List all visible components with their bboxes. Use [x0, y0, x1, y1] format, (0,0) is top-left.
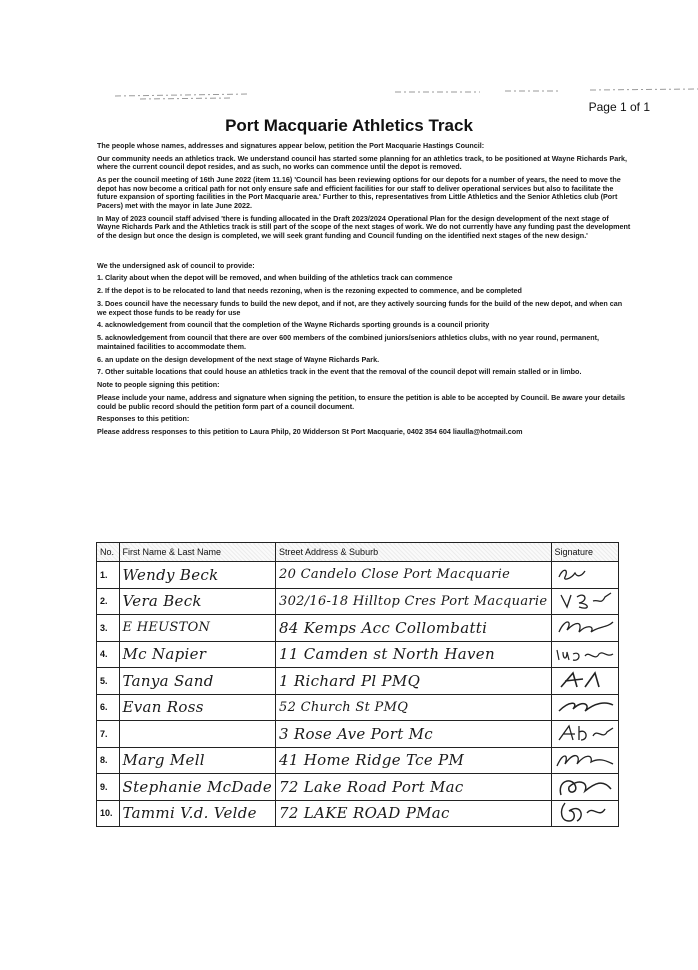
handwritten-signature: [555, 695, 615, 717]
signer-name: Stephanie McDade: [122, 777, 273, 796]
responses-heading: Responses to this petition:: [97, 414, 190, 424]
table-row: [97, 694, 619, 721]
paragraph-3: In May of 2023 council staff advised 'there is funding allocated in the Draft 2023/2024 Operational Plan for the design development of the next stage of Wayne Richards Park and the Athletics track is still part of the scope of the next stages of work. We do not currently have any funding past the development of the design but once the design is completed, we will seek grant funding and Council funding on the identified next stages of the new design.': [97, 213, 631, 240]
signer-name: Evan Ross: [122, 698, 204, 717]
signature-table: [96, 542, 619, 827]
ask-item: 7. Other suitable locations that could house an athletics track in the event that the removal of the council depot will remain stalled or in limbo.: [97, 367, 582, 377]
signer-address: 72 Lake Road Port Mac: [279, 777, 464, 796]
handwritten-signature: [555, 589, 615, 611]
signer-name: E HEUSTON: [122, 620, 211, 636]
row-number: 3.: [97, 615, 120, 642]
handwritten-signature: [555, 775, 615, 797]
signer-address: 11 Camden st North Haven: [279, 645, 495, 664]
handwritten-signature: [555, 616, 615, 638]
table-row: [97, 747, 619, 774]
table-row: [97, 562, 619, 589]
table-row: [97, 588, 619, 615]
scan-artifact-lines: [0, 0, 698, 110]
table-row: [97, 774, 619, 801]
ask-item: 6. an update on the design development of the next stage of Wayne Richards Park.: [97, 354, 380, 364]
handwritten-signature: [555, 801, 615, 823]
ask-item: 3. Does council have the necessary funds to build the new depot, and if not, are they actively sourcing funds for the build of the new depot, and when can we expect those funds to be ready for use: [97, 299, 623, 317]
paragraph-2: As per the council meeting of 16th June 2022 (item 11.16) 'Council has been reviewing options for our depots for a number of years, the need to move the depot has now become a critical path for not only ensure safe and efficient facilities for our staff to deliver operational services but also to facilitate the future expansion of sporting facilities in the Port Macquarie area.' Further to this, representatives from Little Athletics and the Senior Athletics club (Port Pacers) met with the mayor in late June 2022.: [97, 175, 621, 210]
handwritten-signature: [555, 748, 615, 770]
ask-item: 1. Clarity about when the depot will be removed, and when building of the athletics track can commence: [97, 273, 453, 283]
row-number: 6.: [97, 694, 120, 721]
signer-name: Tammi V.d. Velde: [122, 804, 257, 823]
responses-text: Please address responses to this petition to Laura Philp, 20 Widderson St Port Macquarie, 0402 354 604 liaulla@hotmail.com: [97, 427, 523, 437]
header-signature: Signature: [551, 543, 619, 562]
handwritten-signature: [555, 563, 615, 585]
handwritten-signature: [555, 669, 615, 691]
signer-address: 84 Kemps Acc Collombatti: [279, 618, 488, 637]
signer-address: 3 Rose Ave Port Mc: [279, 724, 433, 743]
table-row: [97, 668, 619, 695]
header-address: Street Address & Suburb: [276, 543, 551, 562]
signer-address: 20 Candelo Close Port Macquarie: [279, 567, 511, 583]
row-number: 4.: [97, 641, 120, 668]
signer-address: 302/16-18 Hilltop Cres Port Macquarie: [279, 593, 548, 609]
intro-text: The people whose names, addresses and signatures appear below, petition the Port Macquarie Hastings Council:: [97, 141, 485, 150]
signer-address: 41 Home Ridge Tce PM: [279, 751, 465, 770]
row-number: 8.: [97, 747, 120, 774]
table-row: [97, 615, 619, 642]
signer-name: Vera Beck: [122, 592, 202, 611]
ask-item: 4. acknowledgement from council that the completion of the Wayne Richards sporting grounds is a council priority: [97, 320, 490, 330]
header-no: No.: [97, 543, 120, 562]
note-heading: Note to people signing this petition:: [97, 380, 220, 390]
signer-address: 1 Richard Pl PMQ: [279, 671, 421, 690]
header-name: First Name & Last Name: [119, 543, 276, 562]
signer-name: Tanya Sand: [122, 671, 214, 690]
row-number: 9.: [97, 774, 120, 801]
page-title: Port Macquarie Athletics Track: [225, 116, 473, 135]
page-number: Page 1 of 1: [588, 100, 650, 114]
row-number: 10.: [97, 800, 120, 827]
row-number: 1.: [97, 562, 120, 589]
table-row: [97, 641, 619, 668]
row-number: 2.: [97, 588, 120, 615]
row-number: 7.: [97, 721, 120, 748]
ask-item: 5. acknowledgement from council that there are over 600 members of the combined juniors/seniors athletics clubs, with no year round, permanent, maintained facilities to accommodate them.: [97, 333, 600, 351]
row-number: 5.: [97, 668, 120, 695]
handwritten-signature: [555, 642, 615, 664]
paragraph-1: Our community needs an athletics track. We understand council has started some planning for an athletics track, to be positioned at Wayne Richards Park, where the current council depot resides, and as such, no works can commence until the depot is removed.: [97, 153, 628, 172]
signer-name: Mc Napier: [122, 645, 207, 664]
table-row: [97, 800, 619, 827]
signer-name: Wendy Beck: [122, 565, 219, 584]
table-header-row: [97, 543, 619, 562]
petition-body: [97, 142, 632, 441]
handwritten-signature: [555, 722, 615, 744]
signer-address: 72 LAKE ROAD PMac: [279, 804, 450, 823]
note-text: Please include your name, address and signature when signing the petition, to ensure the petition is able to be accepted by Council. Be aware your details could be public record should the petition form part of a council document.: [97, 392, 626, 411]
signer-name: Marg Mell: [122, 751, 205, 770]
signer-address: 52 Church St PMQ: [279, 699, 409, 715]
table-row: [97, 721, 619, 748]
ask-intro: We the undersigned ask of council to provide:: [97, 260, 255, 270]
ask-item: 2. If the depot is to be relocated to land that needs rezoning, when is the rezoning expected to commence, and be completed: [97, 286, 522, 296]
